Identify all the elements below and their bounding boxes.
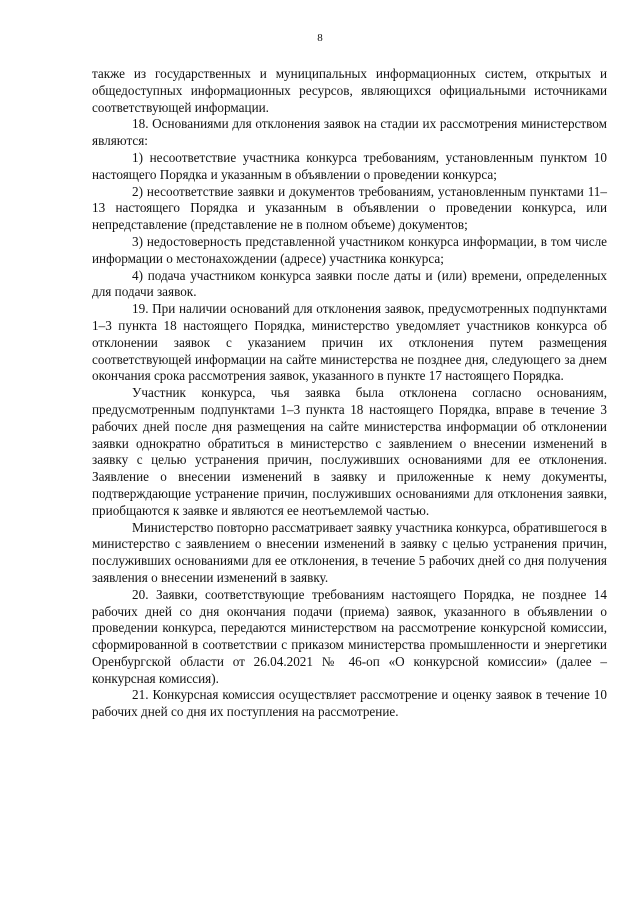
paragraph-item-21: 21. Конкурсная комиссия осуществляет рассмотрение и оценку заявок в течение 10 рабочих дней со дня их поступления на рассмотрение. [92,687,607,720]
document-body [92,66,607,721]
paragraph-subitem-18-2: 2) несоответствие заявки и документов требованиям, установленным пунктами 11–13 настоящего Порядка и указанным в объявлении о проведении конкурса, или непредставление (представление не в полном объеме) документов; [92,183,607,233]
paragraph-item-18: 18. Основаниями для отклонения заявок на стадии их рассмотрения министерством являются: [92,116,607,149]
paragraph-subitem-18-1: 1) несоответствие участника конкурса требованиям, установленным пунктом 10 настоящего Порядка и указанным в объявлении о проведении конкурса; [92,149,607,182]
paragraph-item-19-participant: Участник конкурса, чья заявка была отклонена согласно основаниям, предусмотренным подпунктами 1–3 пункта 18 настоящего Порядка, вправе в течение 3 рабочих дней после дня размещения на сайте министерства информации об отклонении заявки однократно обратиться в министерство с заявлением о внесении изменений в заявку с целью устранения причин, послуживших основаниями для ее отклонения. Заявление о внесении изменений в заявку и приложенные к нему документы, подтверждающие устранение причин, послуживших основаниями для отклонения заявки, приобщаются к заявке и являются ее неотъемлемой частью. [92,385,607,518]
paragraph-subitem-18-3: 3) недостоверность представленной участником конкурса информации, в том числе информации о местонахождении (адресе) участника конкурса; [92,233,607,266]
page-number: 8 [317,32,323,44]
paragraph-continuation: также из государственных и муниципальных информационных систем, открытых и общедоступных информационных ресурсов, являющихся официальными источниками соответствующей информации. [92,66,607,115]
paragraph-item-19: 19. При наличии оснований для отклонения заявок, предусмотренных подпунктами 1–3 пункта 18 настоящего Порядка, министерство уведомляет участников конкурса об отклонении заявок с указанием причин их отклонения путем размещения соответствующей информации на сайте министерства не позднее дня, следующего за днем окончания срока рассмотрения заявок, указанного в пункте 17 настоящего Порядка. [92,301,607,384]
paragraph-item-19-ministry: Министерство повторно рассматривает заявку участника конкурса, обратившегося в министерство с заявлением о внесении изменений в заявку с целью устранения причин, послуживших основаниями для ее отклонения, в течение 5 рабочих дней со дня получения заявления о внесении изменений в заявку. [92,519,607,585]
paragraph-item-20: 20. Заявки, соответствующие требованиям настоящего Порядка, не позднее 14 рабочих дней со дня окончания подачи (приема) заявок, указанного в объявлении о проведении конкурса, передаются министерством на рассмотрение конкурсной комиссии, сформированной в соответствии с приказом министерства промышленности и энергетики Оренбургской области от 26.04.2021 № 46-оп «О конкурсной комиссии» (далее – конкурсная комиссия). [92,586,607,686]
paragraph-subitem-18-4: 4) подача участником конкурса заявки после даты и (или) времени, определенных для подачи заявок. [92,267,607,300]
